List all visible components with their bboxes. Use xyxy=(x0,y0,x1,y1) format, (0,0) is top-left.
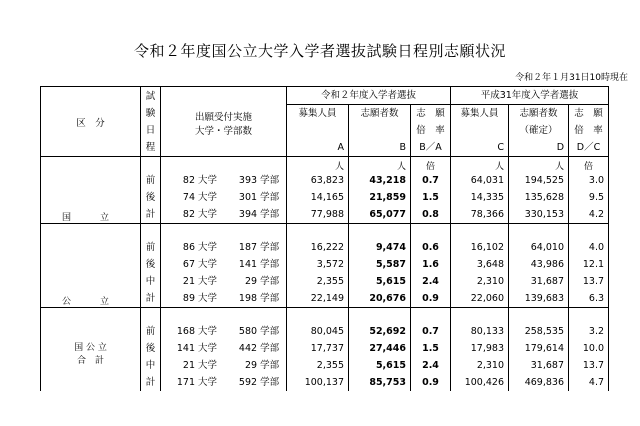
applicants-previous: 330,153 xyxy=(509,206,569,224)
faculty-label: 学部 xyxy=(260,175,280,186)
header-blank xyxy=(349,122,411,139)
university-count: 82 xyxy=(182,175,195,186)
unit-row xyxy=(41,308,609,324)
ratio-current: 0.6 xyxy=(411,239,451,256)
header-quota-previous: 募集人員 xyxy=(451,105,509,123)
university-label: 大学 xyxy=(198,343,218,354)
schedule-cell: 前 xyxy=(141,323,161,340)
ratio-current: 0.8 xyxy=(411,206,451,224)
blank-cell xyxy=(141,308,161,324)
faculty-count: 442 xyxy=(238,343,258,354)
faculty-count: 394 xyxy=(238,209,258,220)
blank-cell xyxy=(141,224,161,240)
faculty-label: 学部 xyxy=(260,377,280,388)
university-count-cell xyxy=(161,273,287,290)
ratio-previous: 9.5 xyxy=(569,189,609,206)
schedule-cell: 中 xyxy=(141,357,161,374)
header-blank xyxy=(451,122,509,139)
university-label: 大学 xyxy=(198,259,218,270)
university-count-cell xyxy=(161,290,287,308)
schedule-cell: 後 xyxy=(141,256,161,273)
applicants-current: 9,474 xyxy=(349,239,411,256)
group-name: 国 立 xyxy=(41,157,141,224)
faculty-count: 141 xyxy=(238,259,258,270)
faculty-count: 29 xyxy=(244,276,258,287)
quota-current: 2,355 xyxy=(287,273,349,290)
university-count-cell xyxy=(161,340,287,357)
schedule-cell: 前 xyxy=(141,239,161,256)
header-application-line: 出願受付実施 xyxy=(194,112,252,123)
header-applicants-current: 志願者数 xyxy=(349,105,411,123)
quota-previous: 80,133 xyxy=(451,323,509,340)
ratio-previous: 3.2 xyxy=(569,323,609,340)
university-count: 21 xyxy=(182,360,195,371)
applicants-current: 43,218 xyxy=(349,172,411,189)
quota-current: 22,149 xyxy=(287,290,349,308)
as-of-date: 令和２年１月31日10時現在 xyxy=(515,73,628,83)
ratio-previous: 6.3 xyxy=(569,290,609,308)
faculty-label: 学部 xyxy=(260,242,280,253)
university-label: 大学 xyxy=(198,175,218,186)
quota-current: 3,572 xyxy=(287,256,349,273)
header-schedule-char: 程 xyxy=(145,141,156,153)
faculty-count: 580 xyxy=(238,326,258,337)
schedule-cell: 中 xyxy=(141,273,161,290)
ratio-current: 0.7 xyxy=(411,172,451,189)
ratio-current: 0.9 xyxy=(411,290,451,308)
applicants-current: 52,692 xyxy=(349,323,411,340)
blank-cell xyxy=(509,224,569,240)
quota-current: 14,165 xyxy=(287,189,349,206)
header-schedule-char: 日 xyxy=(145,124,156,136)
blank-cell xyxy=(411,308,451,324)
ratio-previous: 4.0 xyxy=(569,239,609,256)
ratio-current: 2.4 xyxy=(411,357,451,374)
applicants-previous: 194,525 xyxy=(509,172,569,189)
university-count: 74 xyxy=(182,192,195,203)
ratio-previous: 4.2 xyxy=(569,206,609,224)
university-count: 21 xyxy=(182,276,195,287)
header-ratio-top-current: 志 願 xyxy=(411,105,451,123)
header-row-1 xyxy=(41,87,609,105)
university-count: 141 xyxy=(176,343,195,354)
applicants-previous: 31,687 xyxy=(509,357,569,374)
applicants-previous: 258,535 xyxy=(509,323,569,340)
university-label: 大学 xyxy=(198,326,218,337)
university-label: 大学 xyxy=(198,242,218,253)
university-label: 大学 xyxy=(198,360,218,371)
header-blank xyxy=(287,122,349,139)
applicants-previous: 139,683 xyxy=(509,290,569,308)
schedule-cell: 計 xyxy=(141,290,161,308)
unit-row xyxy=(41,157,609,173)
ratio-previous: 10.0 xyxy=(569,340,609,357)
blank-cell xyxy=(287,308,349,324)
faculty-count: 301 xyxy=(238,192,258,203)
quota-current: 77,988 xyxy=(287,206,349,224)
blank-cell xyxy=(141,157,161,173)
applicants-previous: 64,010 xyxy=(509,239,569,256)
ratio-current: 1.5 xyxy=(411,189,451,206)
unit-label: 人 xyxy=(287,157,349,173)
header-letter-b: B xyxy=(349,139,411,157)
ratio-previous: 12.1 xyxy=(569,256,609,273)
faculty-label: 学部 xyxy=(260,259,280,270)
blank-cell xyxy=(349,224,411,240)
header-letter-ba: B／A xyxy=(411,139,451,157)
header-ratio-bottom-current: 倍 率 xyxy=(411,122,451,139)
faculty-label: 学部 xyxy=(260,192,280,203)
blank-cell xyxy=(451,308,509,324)
blank-cell xyxy=(569,308,609,324)
header-schedule-char: 試 xyxy=(145,90,156,102)
header-ratio-bottom-previous: 倍 率 xyxy=(569,122,609,139)
quota-previous: 17,983 xyxy=(451,340,509,357)
applicants-current: 5,587 xyxy=(349,256,411,273)
quota-current: 2,355 xyxy=(287,357,349,374)
ratio-previous: 4.7 xyxy=(569,374,609,391)
schedule-cell: 後 xyxy=(141,189,161,206)
applicants-previous: 43,986 xyxy=(509,256,569,273)
unit-label: 人 xyxy=(509,157,569,173)
faculty-label: 学部 xyxy=(260,326,280,337)
university-label: 大学 xyxy=(198,209,218,220)
university-count: 82 xyxy=(182,209,195,220)
university-count-cell xyxy=(161,239,287,256)
application-status-table xyxy=(40,86,609,391)
faculty-label: 学部 xyxy=(260,343,280,354)
university-count-cell xyxy=(161,206,287,224)
applicants-current: 20,676 xyxy=(349,290,411,308)
blank-cell xyxy=(451,224,509,240)
ratio-previous: 3.0 xyxy=(569,172,609,189)
blank-cell xyxy=(509,308,569,324)
university-count-cell xyxy=(161,256,287,273)
university-count: 67 xyxy=(182,259,195,270)
quota-previous: 2,310 xyxy=(451,357,509,374)
unit-label: 倍 xyxy=(411,157,451,173)
header-letter-a: A xyxy=(287,139,349,157)
university-count-cell xyxy=(161,323,287,340)
blank-cell xyxy=(569,224,609,240)
university-label: 大学 xyxy=(198,192,218,203)
applicants-previous: 31,687 xyxy=(509,273,569,290)
unit-label: 人 xyxy=(349,157,411,173)
university-count-cell xyxy=(161,374,287,391)
quota-current: 100,137 xyxy=(287,374,349,391)
unit-label: 人 xyxy=(451,157,509,173)
blank-cell xyxy=(349,308,411,324)
university-count-cell xyxy=(161,189,287,206)
faculty-count: 29 xyxy=(244,360,258,371)
header-quota-current: 募集人員 xyxy=(287,105,349,123)
header-previous-year: 平成31年度入学者選抜 xyxy=(451,87,609,105)
quota-previous: 16,102 xyxy=(451,239,509,256)
university-count: 86 xyxy=(182,242,195,253)
applicants-current: 65,077 xyxy=(349,206,411,224)
header-letter-c: C xyxy=(451,139,509,157)
header-application-line: 大学・学部数 xyxy=(194,126,252,137)
university-count-cell xyxy=(161,172,287,189)
faculty-label: 学部 xyxy=(260,360,280,371)
applicants-current: 5,615 xyxy=(349,357,411,374)
quota-current: 63,823 xyxy=(287,172,349,189)
unit-label: 倍 xyxy=(569,157,609,173)
applicants-current: 27,446 xyxy=(349,340,411,357)
university-count: 168 xyxy=(176,326,195,337)
university-label: 大学 xyxy=(198,276,218,287)
blank-cell xyxy=(161,157,287,173)
header-application xyxy=(161,87,287,157)
ratio-current: 1.6 xyxy=(411,256,451,273)
group-name-line: 合 計 xyxy=(76,355,104,366)
schedule-cell: 後 xyxy=(141,340,161,357)
header-schedule-char: 験 xyxy=(145,107,156,119)
university-label: 大学 xyxy=(198,377,218,388)
quota-previous: 64,031 xyxy=(451,172,509,189)
applicants-previous: 179,614 xyxy=(509,340,569,357)
header-confirmed: （確定） xyxy=(509,122,569,139)
ratio-previous: 13.7 xyxy=(569,273,609,290)
header-applicants-previous: 志願者数 xyxy=(509,105,569,123)
quota-previous: 2,310 xyxy=(451,273,509,290)
applicants-previous: 135,628 xyxy=(509,189,569,206)
quota-previous: 3,648 xyxy=(451,256,509,273)
header-kubun: 区 分 xyxy=(41,87,141,157)
quota-current: 16,222 xyxy=(287,239,349,256)
university-count: 171 xyxy=(176,377,195,388)
header-letter-d: D xyxy=(509,139,569,157)
quota-previous: 22,060 xyxy=(451,290,509,308)
schedule-cell: 計 xyxy=(141,374,161,391)
ratio-current: 2.4 xyxy=(411,273,451,290)
schedule-cell: 前 xyxy=(141,172,161,189)
faculty-count: 592 xyxy=(238,377,258,388)
applicants-current: 5,615 xyxy=(349,273,411,290)
header-letter-dc: D／C xyxy=(569,139,609,157)
header-schedule xyxy=(141,87,161,157)
faculty-count: 187 xyxy=(238,242,258,253)
ratio-current: 1.5 xyxy=(411,340,451,357)
ratio-current: 0.7 xyxy=(411,323,451,340)
university-label: 大学 xyxy=(198,293,218,304)
quota-current: 17,737 xyxy=(287,340,349,357)
ratio-current: 0.9 xyxy=(411,374,451,391)
faculty-label: 学部 xyxy=(260,276,280,287)
blank-cell xyxy=(161,308,287,324)
group-name-line: 国 公 立 xyxy=(74,342,107,353)
page-title: 令和２年度国公立大学入学者選抜試験日程別志願状況 xyxy=(133,42,506,60)
quota-previous: 14,335 xyxy=(451,189,509,206)
quota-previous: 78,366 xyxy=(451,206,509,224)
university-count-cell xyxy=(161,357,287,374)
quota-previous: 100,426 xyxy=(451,374,509,391)
faculty-label: 学部 xyxy=(260,209,280,220)
faculty-count: 198 xyxy=(238,293,258,304)
header-ratio-top-previous: 志 願 xyxy=(569,105,609,123)
quota-current: 80,045 xyxy=(287,323,349,340)
faculty-label: 学部 xyxy=(260,293,280,304)
schedule-cell: 計 xyxy=(141,206,161,224)
group-name xyxy=(41,308,141,392)
blank-cell xyxy=(287,224,349,240)
header-current-year: 令和２年度入学者選抜 xyxy=(287,87,451,105)
applicants-current: 21,859 xyxy=(349,189,411,206)
blank-cell xyxy=(161,224,287,240)
ratio-previous: 13.7 xyxy=(569,357,609,374)
applicants-previous: 469,836 xyxy=(509,374,569,391)
faculty-count: 393 xyxy=(238,175,258,186)
university-count: 89 xyxy=(182,293,195,304)
group-name: 公 立 xyxy=(41,224,141,308)
unit-row xyxy=(41,224,609,240)
applicants-current: 85,753 xyxy=(349,374,411,391)
blank-cell xyxy=(411,224,451,240)
